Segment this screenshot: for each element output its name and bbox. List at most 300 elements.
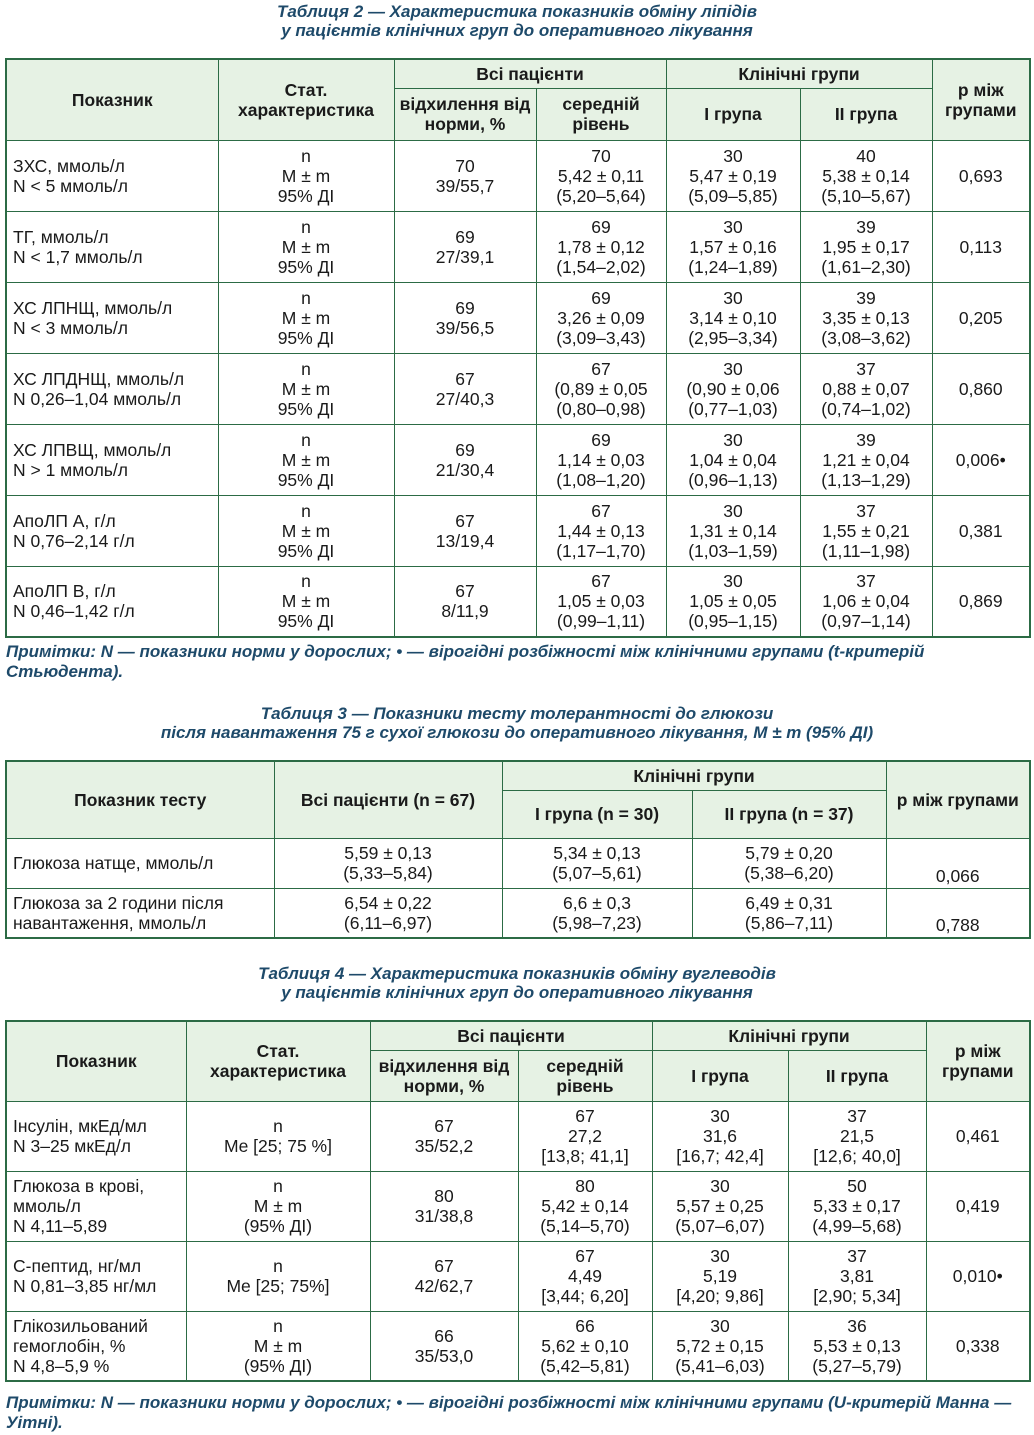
- table2-g2-cell-line: (5,10–5,67): [821, 185, 911, 206]
- table2-header-groups: Клінічні групи: [666, 59, 932, 88]
- table2-g2-cell: [800, 282, 932, 353]
- table4-g1-cell-line: 30: [710, 1106, 730, 1126]
- table2-g1-cell-line: 30: [723, 287, 743, 308]
- table2-dev-cell-line: 67: [455, 581, 475, 602]
- table2-indicator-cell-line: ХС ЛПДНЩ, ммоль/л: [13, 368, 185, 389]
- table3-row: [6, 888, 1030, 938]
- table4-g2-cell-line: 37: [847, 1246, 867, 1266]
- table4-dev-cell: [370, 1241, 518, 1311]
- table2-dev-cell-line: 69: [455, 297, 475, 318]
- table2-g1-cell-line: 30: [723, 571, 743, 592]
- table4-g2-cell-line: [2,90; 5,34]: [813, 1286, 901, 1306]
- table2-g2-cell-line: 37: [856, 358, 876, 379]
- table2-dev-cell-line: 67: [455, 368, 475, 389]
- table3-test-cell: [6, 838, 274, 888]
- table2-row: [6, 282, 1030, 353]
- table4-header-groups: Клінічні групи: [652, 1021, 926, 1050]
- table2-g2-cell: [800, 211, 932, 282]
- table4-dev-cell-line: 35/53,0: [414, 1345, 474, 1366]
- table3-g2-cell-line: (5,38–6,20): [744, 863, 834, 883]
- table2: [5, 58, 1031, 638]
- table4-avg-cell-line: 66: [575, 1315, 595, 1336]
- table2-indicator-cell-line: N < 5 ммоль/л: [13, 175, 128, 196]
- table2-indicator-cell: [6, 424, 218, 495]
- table4-header-stat: Стат. характеристика: [186, 1021, 370, 1101]
- table2-indicator-cell-line: N 0,26–1,04 ммоль/л: [13, 388, 182, 409]
- table4-dev-cell-line: 42/62,7: [414, 1276, 474, 1296]
- table2-avg-cell-line: 67: [591, 358, 611, 379]
- table2-p-cell: [932, 140, 1030, 211]
- table4-g1-cell-line: 5,57 ± 0,25: [676, 1196, 764, 1216]
- table2-g1-cell-line: 30: [723, 500, 743, 521]
- table2-stat-cell-line: M ± m: [281, 449, 331, 470]
- table4-stat-cell-line: (95% ДІ): [243, 1216, 313, 1236]
- table2-p-cell-line: 0,860: [958, 378, 1003, 399]
- table3-p-cell-line: 0,788: [935, 915, 980, 935]
- table4-indicator-cell-line: ммоль/л: [13, 1196, 81, 1216]
- table3-caption: [0, 704, 1034, 742]
- table4-g1-cell-line: (5,07–6,07): [675, 1216, 765, 1236]
- table2-indicator-cell-line: ЗХС, ммоль/л: [13, 155, 125, 176]
- table4-header-all: Всі пацієнти: [370, 1021, 652, 1050]
- table2-caption-line1: Таблиця 2 — Характеристика показників обміну ліпідів: [276, 2, 758, 21]
- table2-dev-cell: [394, 566, 536, 637]
- table2-dev-cell-line: 69: [455, 439, 475, 460]
- table4-g2-cell: [788, 1171, 926, 1241]
- table2-indicator-cell: [6, 353, 218, 424]
- table2-caption-line2: у пацієнтів клінічних груп до оперативного лікування: [281, 21, 753, 40]
- table2-g1-cell-line: (1,03–1,59): [688, 540, 778, 561]
- table2-indicator-cell: [6, 495, 218, 566]
- table2-g1-cell-line: 1,05 ± 0,05: [689, 591, 777, 612]
- table2-g2-cell: [800, 424, 932, 495]
- table2-dev-cell: [394, 282, 536, 353]
- table4-g1-cell: [652, 1311, 788, 1381]
- table2-stat-cell-line: 95% ДІ: [277, 327, 335, 348]
- table3-g2-cell: [692, 838, 886, 888]
- table2-stat-cell-line: M ± m: [281, 165, 331, 186]
- table2-g2-cell-line: 0,88 ± 0,07: [822, 378, 910, 399]
- table2-g1-cell-line: 30: [723, 429, 743, 450]
- table4-g2-cell-line: 21,5: [839, 1126, 875, 1146]
- table4-avg-cell-line: 67: [575, 1106, 595, 1126]
- table4-p-cell: [926, 1311, 1030, 1381]
- table2-dev-cell-line: 67: [455, 510, 475, 531]
- table2-indicator-cell-line: ХС ЛПНЩ, ммоль/л: [13, 297, 173, 318]
- table4-row: [6, 1101, 1030, 1171]
- table4-row: [6, 1171, 1030, 1241]
- table3-row: [6, 838, 1030, 888]
- table4-g2-cell-line: 5,53 ± 0,13: [813, 1335, 901, 1356]
- table4-stat-cell-line: n: [273, 1116, 283, 1136]
- table2-indicator-cell: [6, 566, 218, 637]
- table2-g2-cell-line: 1,95 ± 0,17: [822, 236, 910, 257]
- table2-row: [6, 424, 1030, 495]
- table2-avg-cell-line: 70: [591, 145, 611, 166]
- table4-stat-cell-line: n: [273, 1256, 283, 1276]
- table2-g2-cell: [800, 140, 932, 211]
- table3-p-cell-line: 0,066: [935, 865, 980, 886]
- table4-header-avg: середній рівень: [518, 1050, 652, 1101]
- table3-p-cell: [886, 888, 1030, 938]
- table2-avg-cell-line: 1,05 ± 0,03: [557, 591, 645, 612]
- table4-row: [6, 1311, 1030, 1381]
- table4-g1-cell: [652, 1241, 788, 1311]
- table4-dev-cell: [370, 1311, 518, 1381]
- table4-g2-cell-line: 3,81: [839, 1266, 875, 1286]
- table2-dev-cell-line: 69: [455, 226, 475, 247]
- table4-stat-cell: [186, 1101, 370, 1171]
- table3-g1-cell-line: 6,6 ± 0,3: [563, 892, 631, 913]
- table2-header-all: Всі пацієнти: [394, 59, 666, 88]
- table2-g1-cell: [666, 140, 800, 211]
- table2-stat-cell-line: n: [301, 216, 311, 237]
- table4-row: [6, 1241, 1030, 1311]
- table2-stat-cell-line: M ± m: [281, 236, 331, 257]
- table3-all-cell: [274, 838, 502, 888]
- table4-indicator-cell-line: N 4,11–5,89: [13, 1216, 108, 1236]
- table2-header-dev: відхилення від норми, %: [394, 88, 536, 140]
- table3-all-cell-line: (5,33–5,84): [343, 863, 433, 883]
- table4-stat-cell-line: (95% ДІ): [243, 1355, 313, 1376]
- table2-g2-cell-line: 39: [856, 287, 876, 308]
- table2-indicator-cell: [6, 140, 218, 211]
- table2-avg-cell-line: 69: [591, 216, 611, 237]
- table4-stat-cell-line: Me [25; 75 %]: [224, 1136, 332, 1156]
- table2-g2-cell-line: (1,11–1,98): [821, 540, 911, 561]
- table4-indicator-cell-line: Інсулін, мкЕд/мл: [13, 1116, 147, 1136]
- table2-avg-cell-line: (0,99–1,11): [556, 611, 646, 632]
- table2-p-cell: [932, 211, 1030, 282]
- table4-g2-cell-line: (5,27–5,79): [812, 1355, 902, 1376]
- table2-indicator-cell-line: N < 3 ммоль/л: [13, 317, 128, 338]
- table4-indicator-cell-line: N 3–25 мкЕд/л: [13, 1136, 131, 1156]
- table4-avg-cell-line: 4,49: [567, 1266, 603, 1286]
- table2-header-avg: середній рівень: [536, 88, 666, 140]
- table2-avg-cell: [536, 566, 666, 637]
- table4-g2-cell-line: 37: [847, 1106, 867, 1126]
- table2-g1-cell-line: 5,47 ± 0,19: [689, 165, 777, 186]
- table2-avg-cell-line: (0,89 ± 0,05: [554, 378, 648, 399]
- table2-caption: [0, 2, 1034, 40]
- table2-g1-cell: [666, 566, 800, 637]
- table2-g1-cell-line: 1,31 ± 0,14: [689, 520, 777, 541]
- table4-avg-cell-line: 80: [575, 1176, 595, 1196]
- table2-avg-cell: [536, 424, 666, 495]
- table2-avg-cell-line: (3,09–3,43): [556, 327, 646, 348]
- table3-header-p: р між групами: [886, 761, 1030, 838]
- table4-dev-cell-line: 67: [434, 1116, 454, 1136]
- table4-g1-cell-line: 5,72 ± 0,15: [676, 1335, 764, 1356]
- table2-stat-cell-line: n: [301, 145, 311, 166]
- table2-g2-cell-line: 39: [856, 216, 876, 237]
- table2-g1-cell-line: (0,96–1,13): [688, 469, 778, 490]
- table2-note: Примітки: N — показники норми у дорослих; • — вірогідні розбіжності між клінічними групами (t-критерій Стьюдента).: [6, 642, 925, 681]
- table2-stat-cell: [218, 424, 394, 495]
- table2-header-g2: ІІ група: [800, 88, 932, 140]
- table4-g1-cell-line: [4,20; 9,86]: [676, 1286, 764, 1306]
- table3-all-cell: [274, 888, 502, 938]
- table3-g2-cell-line: 5,79 ± 0,20: [745, 843, 833, 863]
- table2-g2-cell-line: 1,06 ± 0,04: [822, 591, 910, 612]
- table2-p-cell-line: 0,006•: [955, 449, 1006, 470]
- table4-g2-cell-line: [12,6; 40,0]: [813, 1146, 901, 1166]
- table2-g2-cell-line: (0,97–1,14): [821, 611, 911, 632]
- table2-avg-cell-line: 67: [591, 571, 611, 592]
- table3-g2-cell-line: 6,49 ± 0,31: [745, 892, 833, 913]
- table2-dev-cell-line: 8/11,9: [441, 601, 489, 622]
- table3-body: [6, 838, 1030, 938]
- table2-stat-cell-line: n: [301, 429, 311, 450]
- table2-dev-cell-line: 13/19,4: [435, 530, 495, 551]
- table4-g1-cell-line: 5,19: [702, 1266, 738, 1286]
- table4: [5, 1020, 1031, 1382]
- table3-all-cell-line: 6,54 ± 0,22: [344, 892, 432, 913]
- table2-stat-cell-line: n: [301, 358, 311, 379]
- table2-g1-cell: [666, 211, 800, 282]
- table2-g1-cell-line: 30: [723, 145, 743, 166]
- table4-indicator-cell-line: Глікозильований: [13, 1315, 148, 1336]
- table4-dev-cell: [370, 1101, 518, 1171]
- table2-g1-cell-line: 30: [723, 358, 743, 379]
- table2-stat-cell-line: 95% ДІ: [277, 185, 335, 206]
- table2-stat-cell: [218, 140, 394, 211]
- table2-avg-cell: [536, 211, 666, 282]
- table4-dev-cell-line: 67: [434, 1256, 454, 1276]
- table2-stat-cell: [218, 353, 394, 424]
- table4-g1-cell-line: 31,6: [702, 1126, 738, 1146]
- table4-g1-cell-line: 30: [710, 1176, 730, 1196]
- table2-dev-cell: [394, 424, 536, 495]
- table2-avg-cell-line: 5,42 ± 0,11: [557, 165, 645, 186]
- table2-indicator-cell-line: АпоЛП А, г/л: [13, 510, 116, 531]
- table4-header-dev: відхилення від норми, %: [370, 1050, 518, 1101]
- table2-g2-cell-line: 1,55 ± 0,21: [822, 520, 910, 541]
- table2-g1-cell-line: (0,77–1,03): [688, 398, 778, 419]
- table4-p-cell: [926, 1171, 1030, 1241]
- table2-avg-cell-line: (1,08–1,20): [556, 469, 646, 490]
- table3-header-g1: І група (n = 30): [502, 790, 692, 838]
- table4-stat-cell: [186, 1171, 370, 1241]
- table4-g2-cell: [788, 1101, 926, 1171]
- table2-g2-cell-line: (0,74–1,02): [821, 398, 911, 419]
- table2-stat-cell-line: 95% ДІ: [277, 398, 335, 419]
- table2-indicator-cell-line: ХС ЛПВЩ, ммоль/л: [13, 439, 172, 460]
- table2-g2-cell-line: (1,61–2,30): [821, 256, 911, 277]
- table4-indicator-cell-line: N 0,81–3,85 нг/мл: [13, 1276, 157, 1296]
- table2-avg-cell: [536, 282, 666, 353]
- table3: [5, 760, 1031, 939]
- table2-g1-cell-line: (5,09–5,85): [688, 185, 778, 206]
- table2-indicator-cell-line: ТГ, ммоль/л: [13, 226, 109, 247]
- table4-g1-cell-line: [16,7; 42,4]: [676, 1146, 764, 1166]
- table2-g2-cell-line: 37: [856, 571, 876, 592]
- table3-all-cell-line: 5,59 ± 0,13: [344, 843, 432, 863]
- table2-avg-cell: [536, 353, 666, 424]
- table2-header-indicator: Показник: [6, 59, 218, 140]
- table2-p-cell-line: 0,205: [958, 307, 1003, 328]
- table4-indicator-cell-line: гемоглобін, %: [13, 1335, 126, 1356]
- table4-dev-cell-line: 31/38,8: [414, 1206, 474, 1226]
- table3-header-groups: Клінічні групи: [502, 761, 886, 790]
- table2-g2-cell-line: 39: [856, 429, 876, 450]
- table2-avg-cell: [536, 495, 666, 566]
- table2-indicator-cell-line: N > 1 ммоль/л: [13, 459, 128, 480]
- table4-avg-cell-line: [3,44; 6,20]: [541, 1286, 629, 1306]
- table2-stat-cell-line: 95% ДІ: [277, 540, 335, 561]
- table2-g1-cell: [666, 424, 800, 495]
- table2-avg-cell-line: 69: [591, 287, 611, 308]
- table2-dev-cell-line: 39/56,5: [435, 317, 495, 338]
- table2-dev-cell-line: 70: [455, 155, 475, 176]
- table2-row: [6, 353, 1030, 424]
- table2-indicator-cell-line: N 0,46–1,42 г/л: [13, 601, 135, 622]
- table4-avg-cell-line: (5,14–5,70): [540, 1216, 630, 1236]
- table3-caption-line1: Таблиця 3 — Показники тесту толерантності до глюкози: [260, 704, 774, 723]
- table2-p-cell: [932, 495, 1030, 566]
- table2-g1-cell-line: (0,90 ± 0,06: [686, 378, 780, 399]
- table2-row: [6, 211, 1030, 282]
- table4-g2-cell: [788, 1241, 926, 1311]
- table4-header-indicator: Показник: [6, 1021, 186, 1101]
- table2-p-cell-line: 0,381: [958, 520, 1003, 541]
- table4-avg-cell-line: (5,42–5,81): [540, 1355, 630, 1376]
- table4-note: Примітки: N — показники норми у дорослих; • — вірогідні розбіжності між клінічними групами (U-критерій Манна — Уітні).: [6, 1393, 1012, 1432]
- table4-stat-cell-line: M ± m: [253, 1335, 303, 1356]
- table3-test-cell: [6, 888, 274, 938]
- table4-indicator-cell-line: Глюкоза в крові,: [13, 1176, 145, 1196]
- table4-indicator-cell-line: С-пептид, нг/мл: [13, 1256, 142, 1276]
- table2-g2-cell-line: 5,38 ± 0,14: [822, 165, 910, 186]
- table2-stat-cell-line: M ± m: [281, 307, 331, 328]
- table4-caption: [0, 964, 1034, 1002]
- table2-stat-cell: [218, 566, 394, 637]
- table2-p-cell: [932, 353, 1030, 424]
- table2-dev-cell: [394, 353, 536, 424]
- table2-p-cell-line: 0,693: [958, 165, 1003, 186]
- table2-stat-cell-line: 95% ДІ: [277, 469, 335, 490]
- table4-avg-cell-line: 5,42 ± 0,14: [541, 1196, 629, 1216]
- table4-avg-cell-line: [13,8; 41,1]: [541, 1146, 629, 1166]
- table4-indicator-cell: [6, 1101, 186, 1171]
- table2-indicator-cell: [6, 282, 218, 353]
- table4-dev-cell-line: 66: [434, 1325, 454, 1346]
- table2-g1-cell-line: (1,24–1,89): [688, 256, 778, 277]
- table4-header-g1: І група: [652, 1050, 788, 1101]
- table2-row: [6, 566, 1030, 637]
- table2-indicator-cell-line: N < 1,7 ммоль/л: [13, 246, 143, 267]
- table2-p-cell-line: 0,869: [958, 591, 1003, 612]
- table2-avg-cell-line: 1,44 ± 0,13: [557, 520, 645, 541]
- table2-p-cell-line: 0,113: [959, 236, 1003, 257]
- table4-p-cell-line: 0,419: [955, 1196, 1000, 1216]
- table2-avg-cell-line: (1,17–1,70): [556, 540, 646, 561]
- table2-dev-cell-line: 21/30,4: [435, 459, 495, 480]
- table4-avg-cell: [518, 1311, 652, 1381]
- table4-indicator-cell: [6, 1241, 186, 1311]
- table2-dev-cell-line: 27/39,1: [435, 246, 495, 267]
- table2-dev-cell-line: 27/40,3: [435, 388, 495, 409]
- table2-stat-cell-line: n: [301, 500, 311, 521]
- table4-caption-line2: у пацієнтів клінічних груп до оперативного лікування: [281, 983, 753, 1002]
- table4-avg-cell: [518, 1171, 652, 1241]
- table2-avg-cell-line: (1,54–2,02): [556, 256, 646, 277]
- table2-dev-cell: [394, 495, 536, 566]
- table4-g1-cell: [652, 1171, 788, 1241]
- table4-g2-cell-line: 50: [847, 1176, 867, 1196]
- table3-p-cell: [886, 838, 1030, 888]
- table4-stat-cell: [186, 1241, 370, 1311]
- table2-body: [6, 140, 1030, 637]
- table3-g2-cell: [692, 888, 886, 938]
- table4-body: [6, 1101, 1030, 1381]
- table3-g1-cell-line: 5,34 ± 0,13: [553, 843, 641, 863]
- table2-g1-cell-line: 3,14 ± 0,10: [689, 307, 777, 328]
- table2-g1-cell: [666, 282, 800, 353]
- table4-p-cell-line: 0,461: [955, 1126, 1000, 1146]
- table4-dev-cell-line: 35/52,2: [414, 1136, 474, 1156]
- table2-g1-cell-line: 1,04 ± 0,04: [689, 449, 777, 470]
- table2-p-cell: [932, 566, 1030, 637]
- table2-avg-cell-line: 1,78 ± 0,12: [557, 236, 645, 257]
- table4-indicator-cell: [6, 1171, 186, 1241]
- table2-row: [6, 140, 1030, 211]
- table4-indicator-cell: [6, 1311, 186, 1381]
- table4-g1-cell-line: 30: [710, 1246, 730, 1266]
- table4-stat-cell-line: M ± m: [253, 1196, 303, 1216]
- table2-stat-cell-line: M ± m: [281, 591, 331, 612]
- table4-caption-line1: Таблиця 4 — Характеристика показників обміну вуглеводів: [258, 964, 776, 983]
- table4-indicator-cell-line: N 4,8–5,9 %: [13, 1355, 110, 1376]
- table2-g2-cell-line: (1,13–1,29): [821, 469, 911, 490]
- table4-dev-cell: [370, 1171, 518, 1241]
- table3-caption-line2: після навантаження 75 г сухої глюкози до оперативного лікування, M ± m (95% ДІ): [160, 723, 874, 742]
- table3-test-cell-line: навантаження, ммоль/л: [13, 912, 207, 933]
- table4-header-g2: ІІ група: [788, 1050, 926, 1101]
- table4-stat-cell: [186, 1311, 370, 1381]
- table3-test-cell-line: Глюкоза натще, ммоль/л: [13, 853, 214, 873]
- table2-indicator-cell: [6, 211, 218, 282]
- table4-avg-cell: [518, 1101, 652, 1171]
- table4-g2-cell-line: 36: [847, 1315, 867, 1336]
- table2-header-g1: І група: [666, 88, 800, 140]
- table3-header-g2: ІІ група (n = 37): [692, 790, 886, 838]
- table3-g2-cell-line: (5,86–7,11): [744, 912, 834, 933]
- table2-dev-cell: [394, 211, 536, 282]
- table2-dev-cell-line: 39/55,7: [435, 175, 495, 196]
- table2-avg-cell-line: (0,80–0,98): [556, 398, 646, 419]
- table4-stat-cell-line: Me [25; 75%]: [226, 1276, 330, 1296]
- table4-p-cell-line: 0,338: [955, 1335, 1000, 1356]
- table2-p-cell: [932, 424, 1030, 495]
- table2-g2-cell: [800, 566, 932, 637]
- table2-stat-cell-line: M ± m: [281, 378, 331, 399]
- table4-g1-cell-line: (5,41–6,03): [675, 1355, 765, 1376]
- table4-g2-cell-line: 5,33 ± 0,17: [813, 1196, 901, 1216]
- table2-stat-cell: [218, 282, 394, 353]
- table2-row: [6, 495, 1030, 566]
- table2-g2-cell: [800, 495, 932, 566]
- table2-avg-cell: [536, 140, 666, 211]
- table2-stat-cell: [218, 211, 394, 282]
- table4-p-cell-line: 0,010•: [952, 1266, 1003, 1286]
- table4-stat-cell-line: n: [273, 1315, 283, 1336]
- table2-stat-cell-line: n: [301, 287, 311, 308]
- table3-header-all: Всі пацієнти (n = 67): [274, 761, 502, 838]
- table2-stat-cell-line: n: [301, 571, 311, 592]
- table3-g1-cell: [502, 838, 692, 888]
- table2-indicator-cell-line: АпоЛП В, г/л: [13, 581, 116, 602]
